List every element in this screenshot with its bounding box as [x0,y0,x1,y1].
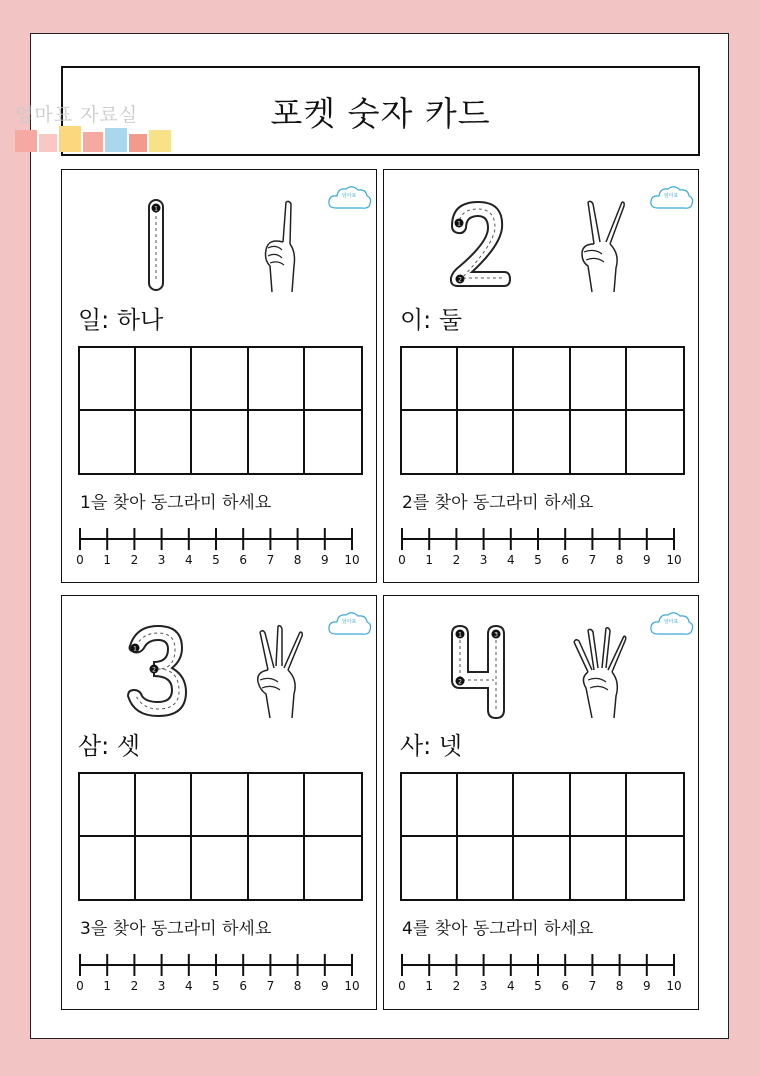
instruction-text: 3을 찾아 동그라미 하세요 [80,919,272,939]
ten-frame-cell [402,348,458,411]
ten-frame-cell [627,837,683,900]
number-line-label: 2 [452,979,461,993]
number-line-label: 0 [76,979,84,993]
cloud-label: 엄마표 [341,193,357,199]
number-label: 삼: 셋 [78,732,141,760]
number-line-label: 0 [398,979,406,993]
svg-text:1: 1 [154,205,158,213]
number-line-label: 2 [130,553,139,567]
ten-frame [78,346,363,475]
ten-frame [400,346,685,475]
number-line-label: 9 [320,979,329,993]
ten-frame-cell [249,411,305,474]
cloud-badge [648,608,694,638]
number-line-label: 10 [666,553,682,567]
number-line-label: 3 [157,979,166,993]
cloud-badge [648,182,694,212]
number-line-label: 7 [266,553,275,567]
number-line [398,948,680,993]
ten-frame-cell [192,411,248,474]
ten-frame-cell [136,348,192,411]
number-line-label: 4 [506,553,515,567]
cloud-label: 엄마표 [663,619,679,625]
number-label: 사: 넷 [400,732,463,760]
number-line-label: 6 [561,553,570,567]
svg-text:3: 3 [494,631,498,639]
tracing-numeral-1-icon [116,196,196,294]
hand-two-fingers-icon [570,196,630,296]
ten-frame-cell [136,837,192,900]
number-line-label: 4 [184,979,193,993]
ten-frame-cell [571,837,627,900]
number-line-label: 2 [452,553,461,567]
svg-text:2: 2 [458,678,462,686]
number-card-2 [383,169,699,583]
cloud-badge [326,182,372,212]
number-line-label: 5 [212,979,220,993]
tracing-numeral-3-icon [116,622,196,720]
cloud-label: 엄마표 [663,193,679,199]
site-logo [15,96,175,156]
number-line-label: 7 [266,979,275,993]
number-line-label: 10 [344,979,360,993]
ten-frame-cell [458,837,514,900]
ten-frame-cell [514,411,570,474]
ten-frame-cell [305,837,361,900]
ten-frame-cell [249,348,305,411]
number-line-label: 7 [588,979,597,993]
number-card-3 [61,595,377,1010]
ten-frame [78,772,363,901]
number-line [398,522,680,567]
number-line-label: 1 [425,553,434,567]
number-line-label: 8 [615,979,624,993]
ten-frame-cell [402,837,458,900]
ten-frame-cell [514,837,570,900]
number-line-label: 4 [184,553,193,567]
instruction-text: 1을 찾아 동그라미 하세요 [80,493,272,513]
svg-text:2: 2 [458,276,462,284]
ten-frame-cell [402,411,458,474]
ten-frame-cell [458,774,514,837]
number-line-label: 3 [157,553,166,567]
ten-frame-cell [249,837,305,900]
number-line-label: 1 [103,979,112,993]
ten-frame-cell [80,348,136,411]
ten-frame-cell [571,774,627,837]
number-line [76,948,358,993]
ten-frame-cell [627,411,683,474]
number-line-label: 9 [320,553,329,567]
number-line-label: 6 [239,979,248,993]
ten-frame-cell [627,774,683,837]
ten-frame-cell [627,348,683,411]
ten-frame-cell [514,774,570,837]
ten-frame-cell [514,348,570,411]
number-line-label: 6 [239,553,248,567]
number-line-label: 4 [506,979,515,993]
ten-frame-cell [305,774,361,837]
number-line-label: 10 [666,979,682,993]
instruction-text: 2를 찾아 동그라미 하세요 [402,493,594,513]
number-label: 이: 둘 [400,306,463,334]
number-line-label: 8 [615,553,624,567]
ten-frame-cell [249,774,305,837]
number-line-label: 8 [293,979,302,993]
cloud-badge [326,608,372,638]
ten-frame [400,772,685,901]
number-line-label: 1 [425,979,434,993]
ten-frame-cell [80,837,136,900]
ten-frame-cell [192,348,248,411]
ten-frame-cell [80,774,136,837]
number-line-label: 9 [642,979,651,993]
ten-frame-cell [305,411,361,474]
logo-text: 엄마표 자료실 [15,104,139,126]
hand-one-finger-icon [248,196,308,296]
number-card-4 [383,595,699,1010]
hand-four-fingers-icon [570,622,630,722]
ten-frame-cell [80,411,136,474]
number-line-label: 1 [103,553,112,567]
logo-blocks-icon [15,126,171,152]
ten-frame-cell [192,837,248,900]
page-title: 포켓 숫자 카드 [270,93,491,133]
ten-frame-cell [458,348,514,411]
number-line-label: 8 [293,553,302,567]
number-line [76,522,358,567]
svg-text:1: 1 [458,631,462,639]
number-line-label: 0 [76,553,84,567]
ten-frame-cell [192,774,248,837]
number-line-label: 2 [130,979,139,993]
hand-three-fingers-icon [248,622,308,722]
number-line-label: 3 [479,553,488,567]
ten-frame-cell [571,411,627,474]
ten-frame-cell [305,348,361,411]
number-line-label: 7 [588,553,597,567]
cloud-label: 엄마표 [341,619,357,625]
instruction-text: 4를 찾아 동그라미 하세요 [402,919,594,939]
ten-frame-cell [458,411,514,474]
svg-text:1: 1 [457,220,461,228]
number-line-label: 3 [479,979,488,993]
number-line-label: 6 [561,979,570,993]
svg-text:1: 1 [133,645,137,653]
svg-text:2: 2 [152,666,156,674]
number-line-label: 5 [212,553,220,567]
number-line-label: 10 [344,553,360,567]
tracing-numeral-2-icon [438,196,518,294]
ten-frame-cell [136,411,192,474]
number-line-label: 0 [398,553,406,567]
number-card-1 [61,169,377,583]
worksheet-page [15,33,729,1039]
ten-frame-cell [136,774,192,837]
number-line-label: 5 [534,553,542,567]
number-line-label: 9 [642,553,651,567]
ten-frame-cell [571,348,627,411]
ten-frame-cell [402,774,458,837]
tracing-numeral-4-icon [438,622,518,720]
number-line-label: 5 [534,979,542,993]
number-label: 일: 하나 [78,306,164,334]
